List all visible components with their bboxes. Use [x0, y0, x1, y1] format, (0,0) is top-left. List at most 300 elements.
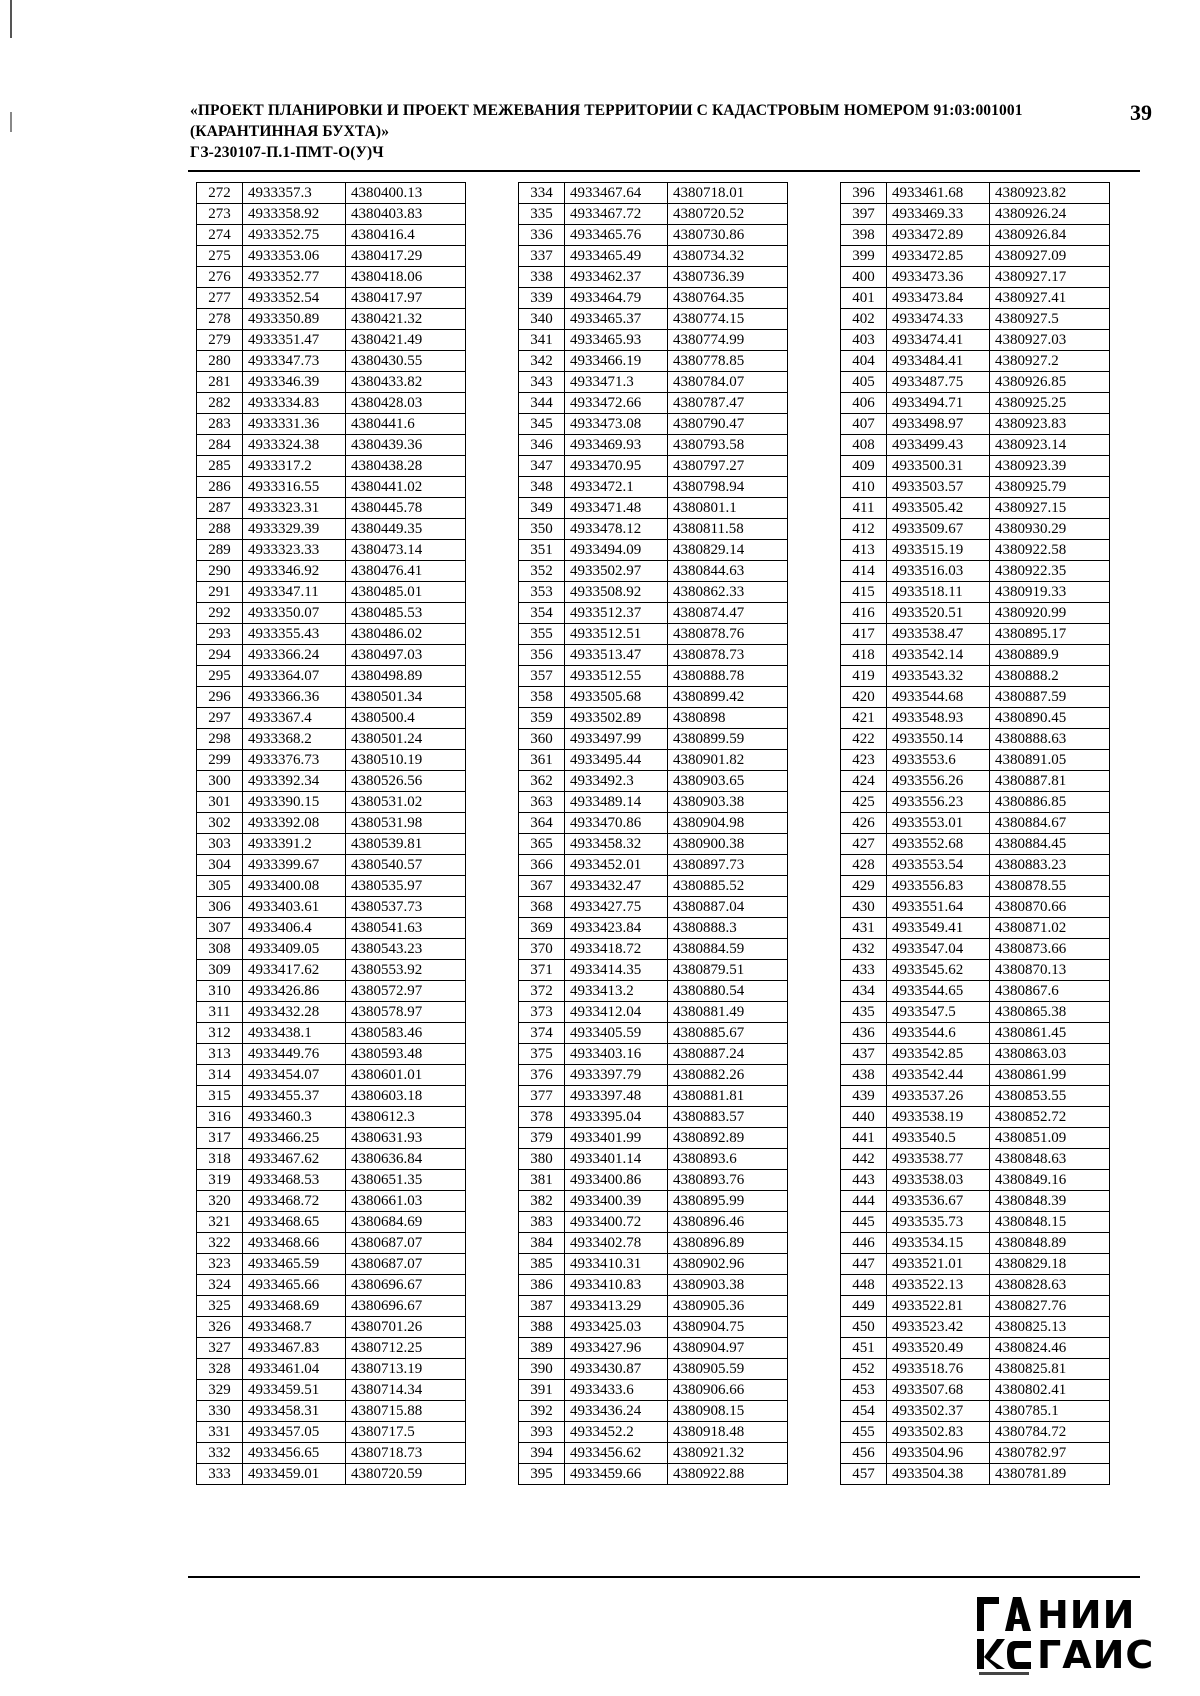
table-row — [519, 1023, 788, 1044]
y-coordinate-cell: 4380441.02 — [346, 477, 466, 498]
y-coordinate-cell: 4380893.76 — [668, 1170, 788, 1191]
table-row — [841, 1044, 1110, 1065]
point-number-cell: 370 — [519, 939, 565, 960]
table-row — [841, 1233, 1110, 1254]
x-coordinate-cell: 4933543.32 — [887, 666, 990, 687]
y-coordinate-cell: 4380887.24 — [668, 1044, 788, 1065]
x-coordinate-cell: 4933468.66 — [243, 1233, 346, 1254]
y-coordinate-cell: 4380885.67 — [668, 1023, 788, 1044]
table-row — [197, 981, 466, 1002]
x-coordinate-cell: 4933512.37 — [565, 603, 668, 624]
y-coordinate-cell: 4380687.07 — [346, 1254, 466, 1275]
y-coordinate-cell: 4380734.32 — [668, 246, 788, 267]
y-coordinate-cell: 4380441.6 — [346, 414, 466, 435]
document-header — [190, 100, 1170, 163]
point-number-cell: 456 — [841, 1443, 887, 1464]
y-coordinate-cell: 4380825.81 — [990, 1359, 1110, 1380]
table-row — [519, 1002, 788, 1023]
y-coordinate-cell: 4380926.84 — [990, 225, 1110, 246]
scan-mark — [10, 112, 12, 132]
x-coordinate-cell: 4933391.2 — [243, 834, 346, 855]
point-number-cell: 359 — [519, 708, 565, 729]
point-number-cell: 434 — [841, 981, 887, 1002]
y-coordinate-cell: 4380899.59 — [668, 729, 788, 750]
x-coordinate-cell: 4933478.12 — [565, 519, 668, 540]
point-number-cell: 380 — [519, 1149, 565, 1170]
y-coordinate-cell: 4380553.92 — [346, 960, 466, 981]
point-number-cell: 277 — [197, 288, 243, 309]
x-coordinate-cell: 4933468.72 — [243, 1191, 346, 1212]
point-number-cell: 441 — [841, 1128, 887, 1149]
point-number-cell: 360 — [519, 729, 565, 750]
point-number-cell: 448 — [841, 1275, 887, 1296]
x-coordinate-cell: 4933484.41 — [887, 351, 990, 372]
table-row — [841, 645, 1110, 666]
point-number-cell: 384 — [519, 1233, 565, 1254]
x-coordinate-cell: 4933492.3 — [565, 771, 668, 792]
point-number-cell: 390 — [519, 1359, 565, 1380]
table-row — [841, 729, 1110, 750]
point-number-cell: 415 — [841, 582, 887, 603]
point-number-cell: 303 — [197, 834, 243, 855]
y-coordinate-cell: 4380923.39 — [990, 456, 1110, 477]
table-row — [519, 309, 788, 330]
table-row — [197, 330, 466, 351]
table-row — [197, 645, 466, 666]
organization-logo — [975, 1595, 1160, 1680]
table-row — [519, 729, 788, 750]
x-coordinate-cell: 4933390.15 — [243, 792, 346, 813]
y-coordinate-cell: 4380874.47 — [668, 603, 788, 624]
point-number-cell: 279 — [197, 330, 243, 351]
point-number-cell: 288 — [197, 519, 243, 540]
table-row — [841, 1128, 1110, 1149]
point-number-cell: 275 — [197, 246, 243, 267]
point-number-cell: 411 — [841, 498, 887, 519]
y-coordinate-cell: 4380862.33 — [668, 582, 788, 603]
point-number-cell: 357 — [519, 666, 565, 687]
point-number-cell: 412 — [841, 519, 887, 540]
point-number-cell: 451 — [841, 1338, 887, 1359]
point-number-cell: 318 — [197, 1149, 243, 1170]
table-row — [197, 477, 466, 498]
y-coordinate-cell: 4380884.67 — [990, 813, 1110, 834]
y-coordinate-cell: 4380449.35 — [346, 519, 466, 540]
point-number-cell: 379 — [519, 1128, 565, 1149]
x-coordinate-cell: 4933471.3 — [565, 372, 668, 393]
y-coordinate-cell: 4380901.82 — [668, 750, 788, 771]
point-number-cell: 362 — [519, 771, 565, 792]
point-number-cell: 325 — [197, 1296, 243, 1317]
x-coordinate-cell: 4933500.31 — [887, 456, 990, 477]
x-coordinate-cell: 4933455.37 — [243, 1086, 346, 1107]
x-coordinate-cell: 4933465.37 — [565, 309, 668, 330]
y-coordinate-cell: 4380537.73 — [346, 897, 466, 918]
table-row — [519, 540, 788, 561]
y-coordinate-cell: 4380651.35 — [346, 1170, 466, 1191]
y-coordinate-cell: 4380903.38 — [668, 792, 788, 813]
x-coordinate-cell: 4933544.68 — [887, 687, 990, 708]
x-coordinate-cell: 4933556.83 — [887, 876, 990, 897]
x-coordinate-cell: 4933505.42 — [887, 498, 990, 519]
table-row — [841, 1191, 1110, 1212]
x-coordinate-cell: 4933367.4 — [243, 708, 346, 729]
x-coordinate-cell: 4933426.86 — [243, 981, 346, 1002]
y-coordinate-cell: 4380925.79 — [990, 477, 1110, 498]
y-coordinate-cell: 4380730.86 — [668, 225, 788, 246]
x-coordinate-cell: 4933352.54 — [243, 288, 346, 309]
y-coordinate-cell: 4380896.89 — [668, 1233, 788, 1254]
point-number-cell: 300 — [197, 771, 243, 792]
y-coordinate-cell: 4380418.06 — [346, 267, 466, 288]
table-row — [197, 225, 466, 246]
y-coordinate-cell: 4380684.69 — [346, 1212, 466, 1233]
y-coordinate-cell: 4380926.85 — [990, 372, 1110, 393]
x-coordinate-cell: 4933368.2 — [243, 729, 346, 750]
table-row — [197, 729, 466, 750]
y-coordinate-cell: 4380897.73 — [668, 855, 788, 876]
point-number-cell: 291 — [197, 582, 243, 603]
x-coordinate-cell: 4933553.6 — [887, 750, 990, 771]
point-number-cell: 310 — [197, 981, 243, 1002]
y-coordinate-cell: 4380433.82 — [346, 372, 466, 393]
x-coordinate-cell: 4933461.04 — [243, 1359, 346, 1380]
point-number-cell: 439 — [841, 1086, 887, 1107]
point-number-cell: 409 — [841, 456, 887, 477]
y-coordinate-cell: 4380687.07 — [346, 1233, 466, 1254]
x-coordinate-cell: 4933472.1 — [565, 477, 668, 498]
table-row — [197, 1044, 466, 1065]
table-row — [841, 582, 1110, 603]
x-coordinate-cell: 4933487.75 — [887, 372, 990, 393]
table-row — [197, 288, 466, 309]
x-coordinate-cell: 4933400.39 — [565, 1191, 668, 1212]
point-number-cell: 404 — [841, 351, 887, 372]
point-number-cell: 389 — [519, 1338, 565, 1359]
y-coordinate-cell: 4380887.81 — [990, 771, 1110, 792]
table-row — [841, 834, 1110, 855]
y-coordinate-cell: 4380541.63 — [346, 918, 466, 939]
y-coordinate-cell: 4380784.07 — [668, 372, 788, 393]
table-row — [197, 309, 466, 330]
table-row — [841, 1422, 1110, 1443]
x-coordinate-cell: 4933425.03 — [565, 1317, 668, 1338]
table-row — [197, 1002, 466, 1023]
y-coordinate-cell: 4380696.67 — [346, 1275, 466, 1296]
y-coordinate-cell: 4380540.57 — [346, 855, 466, 876]
table-row — [519, 792, 788, 813]
point-number-cell: 331 — [197, 1422, 243, 1443]
y-coordinate-cell: 4380539.81 — [346, 834, 466, 855]
point-number-cell: 401 — [841, 288, 887, 309]
table-row — [841, 981, 1110, 1002]
x-coordinate-cell: 4933497.99 — [565, 729, 668, 750]
y-coordinate-cell: 4380500.4 — [346, 708, 466, 729]
y-coordinate-cell: 4380787.47 — [668, 393, 788, 414]
x-coordinate-cell: 4933502.97 — [565, 561, 668, 582]
point-number-cell: 319 — [197, 1170, 243, 1191]
table-row — [841, 1380, 1110, 1401]
table-row — [841, 1359, 1110, 1380]
point-number-cell: 426 — [841, 813, 887, 834]
x-coordinate-cell: 4933413.2 — [565, 981, 668, 1002]
y-coordinate-cell: 4380825.13 — [990, 1317, 1110, 1338]
x-coordinate-cell: 4933556.26 — [887, 771, 990, 792]
x-coordinate-cell: 4933474.41 — [887, 330, 990, 351]
point-number-cell: 344 — [519, 393, 565, 414]
table-row — [197, 708, 466, 729]
point-number-cell: 449 — [841, 1296, 887, 1317]
point-number-cell: 349 — [519, 498, 565, 519]
point-number-cell: 286 — [197, 477, 243, 498]
table-row — [841, 1443, 1110, 1464]
x-coordinate-cell: 4933423.84 — [565, 918, 668, 939]
y-coordinate-cell: 4380922.88 — [668, 1464, 788, 1485]
table-row — [519, 519, 788, 540]
table-row — [519, 687, 788, 708]
point-number-cell: 454 — [841, 1401, 887, 1422]
point-number-cell: 305 — [197, 876, 243, 897]
y-coordinate-cell: 4380885.52 — [668, 876, 788, 897]
point-number-cell: 443 — [841, 1170, 887, 1191]
x-coordinate-cell: 4933540.5 — [887, 1128, 990, 1149]
page-number: 39 — [1130, 100, 1152, 125]
y-coordinate-cell: 4380416.4 — [346, 225, 466, 246]
x-coordinate-cell: 4933358.92 — [243, 204, 346, 225]
y-coordinate-cell: 4380793.58 — [668, 435, 788, 456]
y-coordinate-cell: 4380485.53 — [346, 603, 466, 624]
y-coordinate-cell: 4380811.58 — [668, 519, 788, 540]
x-coordinate-cell: 4933413.29 — [565, 1296, 668, 1317]
x-coordinate-cell: 4933467.62 — [243, 1149, 346, 1170]
x-coordinate-cell: 4933433.6 — [565, 1380, 668, 1401]
x-coordinate-cell: 4933552.68 — [887, 834, 990, 855]
y-coordinate-cell: 4380403.83 — [346, 204, 466, 225]
coordinates-table-1 — [196, 182, 466, 1485]
x-coordinate-cell: 4933472.66 — [565, 393, 668, 414]
table-row — [519, 498, 788, 519]
table-row — [197, 1065, 466, 1086]
y-coordinate-cell: 4380417.97 — [346, 288, 466, 309]
y-coordinate-cell: 4380718.01 — [668, 183, 788, 204]
y-coordinate-cell: 4380543.23 — [346, 939, 466, 960]
point-number-cell: 422 — [841, 729, 887, 750]
point-number-cell: 290 — [197, 561, 243, 582]
x-coordinate-cell: 4933460.3 — [243, 1107, 346, 1128]
table-row — [841, 393, 1110, 414]
point-number-cell: 353 — [519, 582, 565, 603]
x-coordinate-cell: 4933464.79 — [565, 288, 668, 309]
point-number-cell: 327 — [197, 1338, 243, 1359]
y-coordinate-cell: 4380861.45 — [990, 1023, 1110, 1044]
point-number-cell: 397 — [841, 204, 887, 225]
y-coordinate-cell: 4380865.38 — [990, 1002, 1110, 1023]
x-coordinate-cell: 4933505.68 — [565, 687, 668, 708]
x-coordinate-cell: 4933494.09 — [565, 540, 668, 561]
point-number-cell: 330 — [197, 1401, 243, 1422]
x-coordinate-cell: 4933452.01 — [565, 855, 668, 876]
x-coordinate-cell: 4933427.96 — [565, 1338, 668, 1359]
table-row — [519, 1464, 788, 1485]
table-row — [197, 1296, 466, 1317]
y-coordinate-cell: 4380848.89 — [990, 1233, 1110, 1254]
x-coordinate-cell: 4933459.51 — [243, 1380, 346, 1401]
x-coordinate-cell: 4933547.5 — [887, 1002, 990, 1023]
y-coordinate-cell: 4380904.75 — [668, 1317, 788, 1338]
y-coordinate-cell: 4380926.24 — [990, 204, 1110, 225]
table-row — [197, 603, 466, 624]
x-coordinate-cell: 4933409.05 — [243, 939, 346, 960]
point-number-cell: 424 — [841, 771, 887, 792]
point-number-cell: 292 — [197, 603, 243, 624]
x-coordinate-cell: 4933465.49 — [565, 246, 668, 267]
y-coordinate-cell: 4380535.97 — [346, 876, 466, 897]
x-coordinate-cell: 4933376.73 — [243, 750, 346, 771]
y-coordinate-cell: 4380400.13 — [346, 183, 466, 204]
point-number-cell: 333 — [197, 1464, 243, 1485]
x-coordinate-cell: 4933503.57 — [887, 477, 990, 498]
point-number-cell: 317 — [197, 1128, 243, 1149]
x-coordinate-cell: 4933346.39 — [243, 372, 346, 393]
point-number-cell: 366 — [519, 855, 565, 876]
x-coordinate-cell: 4933538.19 — [887, 1107, 990, 1128]
point-number-cell: 418 — [841, 645, 887, 666]
table-row — [519, 435, 788, 456]
x-coordinate-cell: 4933538.77 — [887, 1149, 990, 1170]
y-coordinate-cell: 4380849.16 — [990, 1170, 1110, 1191]
point-number-cell: 400 — [841, 267, 887, 288]
y-coordinate-cell: 4380891.05 — [990, 750, 1110, 771]
table-row — [197, 1317, 466, 1338]
table-row — [519, 750, 788, 771]
y-coordinate-cell: 4380930.29 — [990, 519, 1110, 540]
point-number-cell: 450 — [841, 1317, 887, 1338]
table-row — [197, 1275, 466, 1296]
coordinates-table-3 — [840, 182, 1110, 1485]
y-coordinate-cell: 4380871.02 — [990, 918, 1110, 939]
y-coordinate-cell: 4380905.36 — [668, 1296, 788, 1317]
y-coordinate-cell: 4380903.38 — [668, 1275, 788, 1296]
table-row — [197, 267, 466, 288]
y-coordinate-cell: 4380848.39 — [990, 1191, 1110, 1212]
x-coordinate-cell: 4933400.86 — [565, 1170, 668, 1191]
x-coordinate-cell: 4933346.92 — [243, 561, 346, 582]
table-row — [841, 1254, 1110, 1275]
y-coordinate-cell: 4380887.59 — [990, 687, 1110, 708]
table-row — [519, 1170, 788, 1191]
x-coordinate-cell: 4933469.93 — [565, 435, 668, 456]
point-number-cell: 399 — [841, 246, 887, 267]
table-row — [197, 1149, 466, 1170]
table-row — [519, 330, 788, 351]
point-number-cell: 385 — [519, 1254, 565, 1275]
point-number-cell: 347 — [519, 456, 565, 477]
y-coordinate-cell: 4380720.52 — [668, 204, 788, 225]
point-number-cell: 274 — [197, 225, 243, 246]
x-coordinate-cell: 4933538.03 — [887, 1170, 990, 1191]
y-coordinate-cell: 4380713.19 — [346, 1359, 466, 1380]
point-number-cell: 298 — [197, 729, 243, 750]
y-coordinate-cell: 4380898 — [668, 708, 788, 729]
y-coordinate-cell: 4380927.2 — [990, 351, 1110, 372]
table-row — [841, 477, 1110, 498]
x-coordinate-cell: 4933458.31 — [243, 1401, 346, 1422]
y-coordinate-cell: 4380531.98 — [346, 813, 466, 834]
point-number-cell: 307 — [197, 918, 243, 939]
y-coordinate-cell: 4380927.09 — [990, 246, 1110, 267]
x-coordinate-cell: 4933534.15 — [887, 1233, 990, 1254]
y-coordinate-cell: 4380888.2 — [990, 666, 1110, 687]
x-coordinate-cell: 4933518.76 — [887, 1359, 990, 1380]
x-coordinate-cell: 4933520.51 — [887, 603, 990, 624]
table-row — [519, 666, 788, 687]
x-coordinate-cell: 4933427.75 — [565, 897, 668, 918]
x-coordinate-cell: 4933350.89 — [243, 309, 346, 330]
point-number-cell: 437 — [841, 1044, 887, 1065]
point-number-cell: 296 — [197, 687, 243, 708]
table-row — [841, 288, 1110, 309]
y-coordinate-cell: 4380438.28 — [346, 456, 466, 477]
x-coordinate-cell: 4933350.07 — [243, 603, 346, 624]
x-coordinate-cell: 4933347.11 — [243, 582, 346, 603]
point-number-cell: 368 — [519, 897, 565, 918]
y-coordinate-cell: 4380923.82 — [990, 183, 1110, 204]
point-number-cell: 421 — [841, 708, 887, 729]
x-coordinate-cell: 4933459.66 — [565, 1464, 668, 1485]
y-coordinate-cell: 4380844.63 — [668, 561, 788, 582]
x-coordinate-cell: 4933400.72 — [565, 1212, 668, 1233]
point-number-cell: 345 — [519, 414, 565, 435]
point-number-cell: 316 — [197, 1107, 243, 1128]
point-number-cell: 320 — [197, 1191, 243, 1212]
x-coordinate-cell: 4933495.44 — [565, 750, 668, 771]
y-coordinate-cell: 4380485.01 — [346, 582, 466, 603]
y-coordinate-cell: 4380601.01 — [346, 1065, 466, 1086]
point-number-cell: 372 — [519, 981, 565, 1002]
y-coordinate-cell: 4380927.5 — [990, 309, 1110, 330]
y-coordinate-cell: 4380921.32 — [668, 1443, 788, 1464]
x-coordinate-cell: 4933352.75 — [243, 225, 346, 246]
y-coordinate-cell: 4380919.33 — [990, 582, 1110, 603]
table-row — [197, 687, 466, 708]
table-row — [519, 1191, 788, 1212]
table-row — [519, 246, 788, 267]
table-row — [197, 582, 466, 603]
table-row — [197, 372, 466, 393]
x-coordinate-cell: 4933522.81 — [887, 1296, 990, 1317]
table-row — [519, 1086, 788, 1107]
table-row — [841, 792, 1110, 813]
point-number-cell: 312 — [197, 1023, 243, 1044]
point-number-cell: 410 — [841, 477, 887, 498]
table-row — [197, 876, 466, 897]
point-number-cell: 442 — [841, 1149, 887, 1170]
table-row — [519, 876, 788, 897]
y-coordinate-cell: 4380421.49 — [346, 330, 466, 351]
point-number-cell: 391 — [519, 1380, 565, 1401]
y-coordinate-cell: 4380718.73 — [346, 1443, 466, 1464]
y-coordinate-cell: 4380578.97 — [346, 1002, 466, 1023]
x-coordinate-cell: 4933366.24 — [243, 645, 346, 666]
x-coordinate-cell: 4933357.3 — [243, 183, 346, 204]
x-coordinate-cell: 4933470.86 — [565, 813, 668, 834]
point-number-cell: 402 — [841, 309, 887, 330]
point-number-cell: 340 — [519, 309, 565, 330]
point-number-cell: 388 — [519, 1317, 565, 1338]
y-coordinate-cell: 4380829.14 — [668, 540, 788, 561]
point-number-cell: 299 — [197, 750, 243, 771]
table-row — [519, 1401, 788, 1422]
